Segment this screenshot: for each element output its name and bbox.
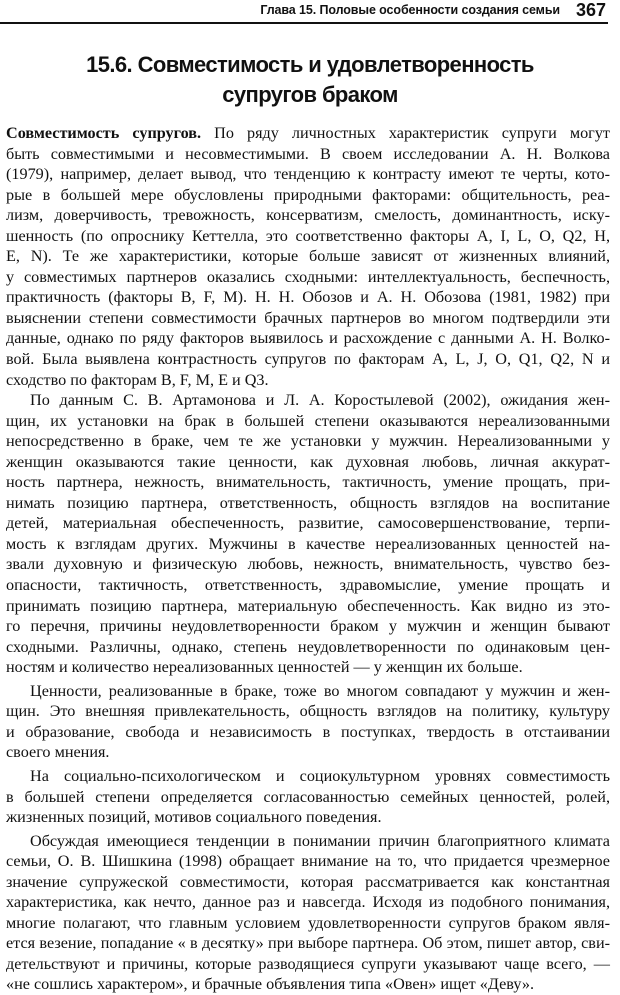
text-line: детей, материальная обеспеченность, развитие, самосовершенствование, терпи- <box>6 514 610 533</box>
text-line: своего мнения. <box>6 743 110 762</box>
text-line: По данным С. В. Артамонова и Л. А. Коростылевой (2002), ожидания жен- <box>30 391 610 410</box>
text-line: вой. Была выявлена контрастность супругов по факторам A, L, J, O, Q1, Q2, N и <box>6 350 610 369</box>
running-head <box>0 0 608 24</box>
text-line: опасности, тактичность, ответственность, здравомыслие, умение прощать и <box>6 576 610 595</box>
runin-heading: Совместимость супругов. <box>6 124 202 142</box>
section-heading-line: супругов браком <box>222 82 398 107</box>
text-line: женщин оказываются такие ценности, как духовная любовь, личная аккурат- <box>6 452 610 471</box>
text-line: На социально-психологическом и социокультурном уровнях совместимость <box>30 766 610 785</box>
section-heading-line: 15.6. Совместимость и удовлетворенность <box>86 52 534 77</box>
paragraph-realized-values <box>6 681 610 763</box>
body-text <box>6 123 610 995</box>
text-line <box>6 123 610 144</box>
text-line: данные, однако по ряду факторов выявилось и расхождение с данными А. Н. Волко- <box>6 329 610 348</box>
text-line: мость к взглядам других. Мужчины в качестве нереализованных ценностей на- <box>6 534 610 553</box>
text-line: щин, их установки на брак в большей степени оказываются нереализованными <box>6 411 610 430</box>
paragraph-climate <box>6 831 610 995</box>
text-line: детельствуют и причины, которые разводящиеся супруги указывают чаще всего, — <box>6 954 610 973</box>
text-line: быть совместимыми и несовместимыми. В своем исследовании А. Н. Волкова <box>6 144 610 163</box>
text-line: выяснении степени совместимости брачных партнеров во многом подтвердили эти <box>6 308 610 327</box>
text-line: го перечня, причины неудовлетворенности браком у мужчин и женщин бывают <box>6 617 610 636</box>
text-line: многие полагают, что главным условием удовлетворенности супругов браком явля- <box>6 913 610 932</box>
text-line: принимать позицию партнера, материальную обеспеченность. Как видно из это- <box>6 596 610 615</box>
text-line: лизм, доверчивость, тревожность, консерватизм, смелость, доминантность, иску- <box>6 206 610 225</box>
text-line: ностям и количество нереализованных ценностей — у женщин их больше. <box>6 658 523 677</box>
page-number: 367 <box>575 0 606 20</box>
text-line: практичность (факторы B, F, M). Н. Н. Обозов и А. Н. Обозова (1981, 1982) при <box>6 288 610 307</box>
text-line: шенность (по опроснику Кеттелла, это соответственно факторы A, I, L, O, Q2, H, <box>6 226 610 245</box>
text-line: характеристика, как нечто, данное раз и навсегда. Исходя из подобного понимания, <box>6 893 610 912</box>
text-line: «не сошлись характером», и брачные объявления типа «Овен» ищет «Деву». <box>6 975 535 994</box>
chapter-title: Глава 15. Половые особенности создания семьи <box>260 3 560 17</box>
text-line: E, N). Те же характеристики, которые больше зависят от жизненных влияний, <box>6 247 610 266</box>
text-line: звали духовную и физическую любовь, нежность, внимательность, чувство без- <box>6 555 610 574</box>
paragraph-compatibility <box>6 123 610 390</box>
text-line: (1979), например, делает вывод, что тенденцию к контрасту имеют те черты, кото- <box>6 165 610 184</box>
text-line: жизненных позиций, мотивов социального поведения. <box>6 808 382 827</box>
text-line-fragment: По ряду личностных характеристик супруги могут <box>201 124 610 142</box>
text-line: нимать позицию партнера, ответственность, общность взглядов на воспитание <box>6 493 610 512</box>
text-line: щин. Это внешняя привлекательность, общность взглядов на политику, культуру <box>6 702 610 721</box>
text-line: ность партнера, нежность, внимательность, тактичность, умение прощать, при- <box>6 473 610 492</box>
text-line: значение супружеской совместимости, которая рассматривается как константная <box>6 872 610 891</box>
text-line: непосредственно в браке, чем те же установки у мужчин. Нереализованными у <box>6 432 610 451</box>
text-line: Ценности, реализованные в браке, тоже во многом совпадают у мужчин и жен- <box>30 681 610 700</box>
section-heading <box>0 50 620 110</box>
text-line: ется везение, попадание « в десятку» при выборе партнера. Об этом, пишет автор, сви- <box>6 934 610 953</box>
paragraph-expectations <box>6 390 610 678</box>
text-line: семьи, О. В. Шишкина (1998) обращает внимание на то, что придается чрезмерное <box>6 852 610 871</box>
text-line: Обсуждая имеющиеся тенденции в понимании причин благоприятного климата <box>30 831 610 850</box>
text-line: рые в большей мере обусловлены природными факторами: общительность, реа- <box>6 185 610 204</box>
text-line: у совместимых партнеров оказались сходными: интеллектуальность, беспечность, <box>6 267 610 286</box>
text-line: сходными. Различны, однако, степень неудовлетворенности по одинаковым цен- <box>6 637 610 656</box>
paragraph-sociocultural <box>6 766 610 828</box>
text-line: сходство по факторам B, F, M, E и Q3. <box>6 370 269 389</box>
text-line: в большей степени определяется согласованностью семейных ценностей, ролей, <box>6 787 610 806</box>
text-line: и образование, свобода и независимость в поступках, твердость в отстаивании <box>6 722 610 741</box>
